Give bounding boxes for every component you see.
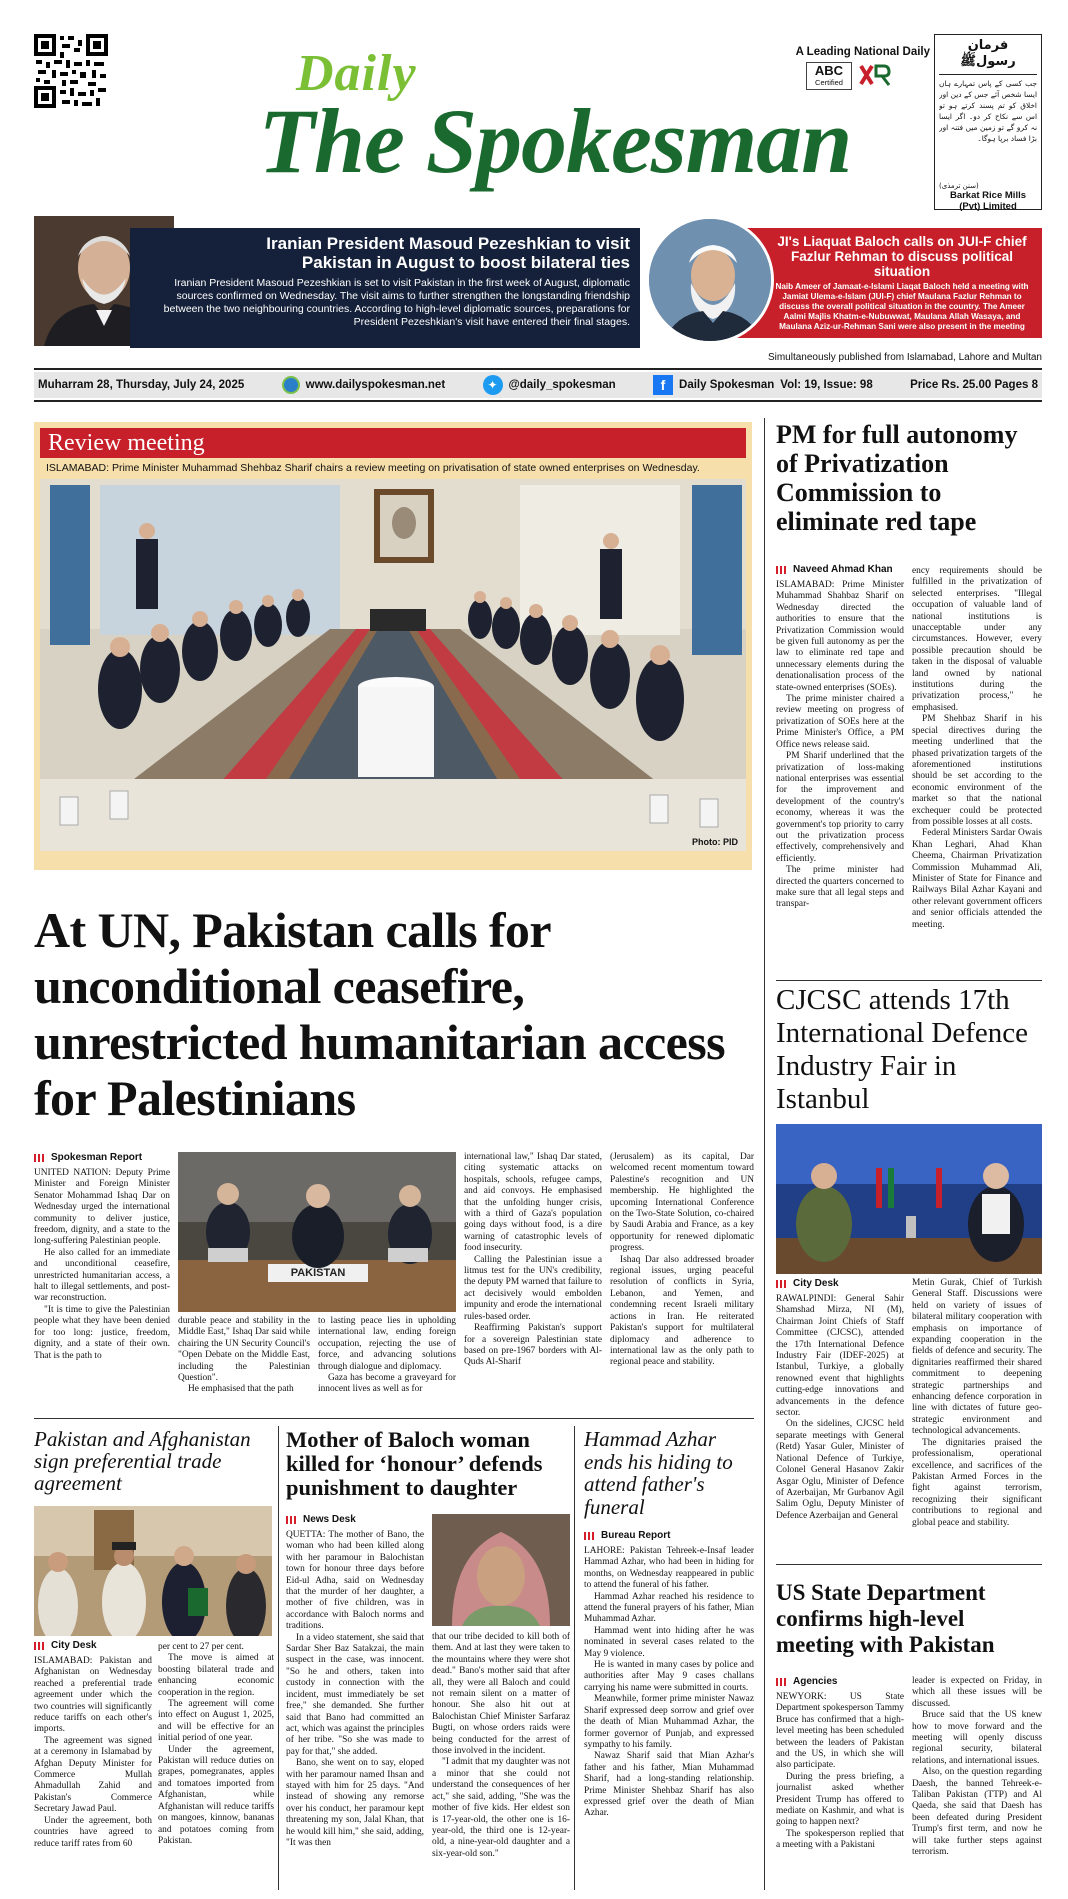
cjcsc-photo (776, 1124, 1042, 1274)
afghan-para: per cent to 27 per cent. (158, 1642, 244, 1652)
hammad-para: He is wanted in many cases by police and authorities after May 9 cases challans carrying his name were submitted in courts. (584, 1660, 754, 1693)
review-label: Review meeting (48, 430, 205, 456)
un-photo (178, 1152, 456, 1312)
hammad-col-1 (584, 1546, 754, 1890)
un-para: international law," Ishaq Dar stated, citing systematic attacks on hospitals, schools, refugee camps, and aid convoys. He emphasised that the unfolding hunger crisis, with a third of Gaza's population going days without food, is a dire warning of catastrophic levels of food insecurity. (464, 1152, 602, 1254)
abc-text: ABC (814, 63, 844, 78)
baloch-para: Bano, she went on to say, eloped with her paramour named Ihsan and stayed with him for 25 days. "And instead of showing any remorse over his conduct, her paramour kept threatening my son, Jalal Khan, that he would kill him," she said, adding, "It was then (286, 1758, 424, 1848)
abc-badge (806, 62, 852, 90)
dateline-bottom-rule (34, 400, 1042, 402)
dateline-bar (34, 372, 1042, 398)
twitter-icon: ✦ (483, 375, 503, 395)
afghan-col-2 (158, 1642, 274, 1890)
dateline-twitter-wrap[interactable] (483, 375, 616, 395)
farman-title: فرمانِ رسولﷺ (939, 38, 1037, 75)
un-para: Ishaq Dar also addressed broader regional issues, urging peaceful resolution of conflicts in Syria, Lebanon, and Yemen, and condemning recent Israeli military actions in Iran. He reiterated Pakistan's support for multilateral diplomacy and adherence to international law as the only path to regional peace and stability. (610, 1254, 754, 1368)
cjcsc-byline (776, 1278, 839, 1289)
review-panel (34, 422, 752, 870)
afghan-byline (34, 1640, 97, 1651)
privatization-para: Federal Ministers Sardar Owais Khan Leghari, Ahad Khan Cheema, Chairman Privatization Commission Muhammad Ali, Minister of State for Finance and Railways Bilal Azhar Kayani and other relevant government officers and senior officials attended the meeting. (912, 828, 1042, 930)
privatization-rule (776, 980, 1042, 981)
farman-ref: (سنن ترمذی) (939, 182, 979, 190)
afghan-para: The agreement was signed at a ceremony in Islamabad by Afghan Deputy Minister for Commerce Mullah Ahmadullah Zahid and Pakistan's Commerce Secretary Jawad Paul. (34, 1735, 152, 1815)
hammad-para: Meanwhile, former prime minister Nawaz Sharif expressed deep sorrow and grief over the death of Mian Muhammad Azhar, the former governor of Punjab, and expressed sympathy to his family. (584, 1694, 754, 1750)
afghan-photo (34, 1506, 272, 1636)
top-right-body: Naib Ameer of Jamaat-e-Islami Liaqat Baloch held a meeting with Jamiat Ulema-e-Islam (JUI-F) chief Maulana Fazlur Rehman to discuss the overall political situation in the country. The Ameer Aalmi Majlis Khatm-e-Nubuwwat, Maulana Allah Wasaya, and Maulana Aziz-ur-Rehman Sani were also present in the meeting (775, 282, 1029, 331)
dateline-top-rule (34, 368, 1042, 370)
dateline-date: Muharram 28, Thursday, July 24, 2025 (38, 379, 245, 391)
usstate-para: Also, on the question regarding Daesh, the banned Tehreek-e-Taliban Pakistan (TTP) and Al Qaeda, she said that Daesh has been defeated during President Trump's first term, and now he will take further steps against terrorism. (912, 1767, 1042, 1858)
afghan-para: The move is aimed at boosting bilateral trade and enhancing economic cooperation in the region. (158, 1653, 274, 1698)
hammad-byline (584, 1530, 670, 1541)
un-col-5 (610, 1152, 754, 1402)
un-para: He also called for an immediate and unconditional ceasefire, unrestricted humanitarian access, a halt to illegal settlements, and post-war reconstruction. (34, 1247, 170, 1304)
hammad-headline: Hammad Azhar ends his hiding to attend father's funeral (584, 1427, 733, 1519)
cjcsc-para: RAWALPINDI: General Sahir Shamshad Mirza, NI (M), Chairman Joint Chiefs of Staff Committee (CJCSC), attended the 17th International Defence Industry Fair (IDEF-2025) at Istanbul, Turkiye, a globally renowned event that highlights cutting-edge innovations and advancements in the defence sector. (776, 1294, 904, 1419)
masthead-title: The Spokesman (258, 90, 852, 192)
privatization-para: The prime minister chaired a review meeting on progress of privatization of SOEs here at the Prime Minister's Office, a PM Office news release said. (776, 694, 904, 750)
usstate-para: The spokesperson replied that a meeting with a Pakistani (776, 1828, 904, 1851)
farman-box (934, 34, 1042, 210)
baloch-col-2 (432, 1632, 570, 1890)
hammad-para: Nawaz Sharif said that Mian Azhar's father and his father, Mian Muhammad Sharif, had a long-standing relationship. Prime Minister Shehbaz Sharif has also expressed grief over the death of Mian Azhar. (584, 1751, 754, 1819)
un-byline (34, 1152, 142, 1163)
un-para: (Jerusalem) as its capital, Dar welcomed recent momentum toward Palestine's recognition and UN membership. He highlighted the upcoming International Conference on the Two-State Solution, co-chaired by Saudi Arabia and France, as a key opportunity for renewed diplomatic progress. (610, 1152, 754, 1254)
facebook-icon: f (653, 375, 673, 395)
dateline-volume: Vol: 19, Issue: 98 (780, 379, 873, 391)
afghan-para: Under the agreement, both countries have agreed to reduce tariff rates from 60 (34, 1815, 152, 1849)
un-col-1 (34, 1168, 170, 1402)
cjcsc-para: The dignitaries praised the professionalism, operational excellence, and sacrifices of the Pakistan Armed Forces in the fight against terrorism, recognizing their significant contributions to regional and global peace and stability. (912, 1437, 1042, 1528)
usstate-para: NEWYORK: US State Department spokesperson Tammy Bruce has confirmed that a high-level meeting has been scheduled between the leaders of Pakistan and the US, in which she will also participate. (776, 1692, 904, 1771)
un-para: Calling the Palestinian issue a litmus test for the UN's credibility, the deputy PM warned that failure to act decisively would embolden impunity and erode the international rules-based order. (464, 1254, 602, 1322)
un-para: Gaza has become a graveyard for innocent lives as well as for (318, 1373, 456, 1395)
cjcsc-rule (776, 1564, 1042, 1565)
privatization-para: ISLAMABAD: Prime Minister Muhammad Shahbaz Sharif on Wednesday directed the authorities to ensure that the Privatization Commission would be given full autonomy as per the law to eliminate red tape and unnecessary elements during the denationalisation process of the state-owned enterprises (SOEs). (776, 580, 904, 693)
bottom-row-rule (34, 1418, 754, 1419)
top-left-body: Iranian President Masoud Pezeshkian is set to visit Pakistan in the first week of August, diplomatic sources confirmed on Wednesday. The visit aims to further strengthen the longstanding friendship between the two neighbouring countries. According to high-level diplomatic sources, preparations for President Pezeshkian's visit have entered their final stages. (163, 277, 630, 328)
review-caption: ISLAMABAD: Prime Minister Muhammad Shehbaz Sharif chairs a review meeting on privatisation of state owned enterprises on Wednesday. (46, 462, 700, 474)
usstate-col-1 (776, 1692, 904, 1890)
un-para: He emphasised that the path (188, 1384, 294, 1395)
top-right-headline: JI's Liaquat Baloch calls on JUI-F chief Fazlur Rehman to discuss political situation (777, 234, 1027, 279)
privatization-headline: PM for full autonomy of Privatization Commission to eliminate red tape (776, 420, 1018, 536)
review-photo-credit: Photo: PID (692, 837, 738, 847)
privatization-col-2 (912, 566, 1042, 976)
baloch-byline-text: News Desk (303, 1514, 356, 1525)
baloch-para: "I admit that my daughter was not a minor that she could not understand the consequences of her act," she said, adding, "She was the mother of five kids. Her eldest son is 17-year-old, the other one is 16-year-old, the third one is 12-year-old, a nine-year-old daughter and a six-year-old son." (432, 1757, 570, 1859)
usstate-col-2 (912, 1676, 1042, 1890)
farman-text: جب کسی کے پاس تمہارے ہاں ایسا شخص آئے جس کے دین اور اخلاق کو تم پسند کرتے ہو تو اس سے نکاح کر دو۔ اگر ایسا نہ کرو گے تو زمین میں فتنہ اور بڑا فساد برپا ہوگا۔ (939, 79, 1037, 143)
masthead-tagline: A Leading National Daily (795, 46, 930, 58)
un-col-2 (178, 1316, 310, 1402)
sponsor-suffix: (Pvt) Limited (959, 201, 1017, 212)
dateline-twitter[interactable]: @daily_spokesman (508, 379, 616, 391)
cjcsc-col-1 (776, 1294, 904, 1554)
afghan-headline: Pakistan and Afghanistan sign preferential trade agreement (34, 1427, 251, 1495)
sponsor-name: Barkat Rice Mills (949, 190, 1027, 201)
cjcsc-byline-text: City Desk (793, 1278, 839, 1289)
abc-certified: Certified (815, 78, 843, 87)
privatization-byline-text: Naveed Ahmad Khan (793, 564, 893, 575)
review-label-bar (40, 428, 746, 458)
review-photo (40, 479, 746, 851)
afghan-para: ISLAMABAD: Pakistan and Afghanistan on Wednesday reached a preferential trade agreement under which the two countries will significantly reduce tariffs on each other's imports. (34, 1656, 152, 1735)
hammad-byline-text: Bureau Report (601, 1530, 671, 1541)
afghan-byline-text: City Desk (51, 1640, 97, 1651)
baloch-byline (286, 1514, 356, 1525)
afghan-col-1 (34, 1656, 152, 1890)
cjcsc-para: On the sidelines, CJCSC held separate meetings with General (Retd) Yasar Guler, Minister of National Defence of Turkiye, Colonel General Hasanov Zakir Asgar Oglu, Minister of Defence of Azerbaijan, Mr Gurbanov Agil Salim Oglu, Deputy Minister of Defence Azerbaijan and General (776, 1419, 904, 1521)
baloch-col-1 (286, 1530, 424, 1890)
un-col-4 (464, 1152, 602, 1402)
cjcsc-col-2 (912, 1278, 1042, 1554)
hammad-para: Hammad went into hiding after he was nominated in several cases related to the May 9 violence. (584, 1625, 754, 1659)
afghan-para: The agreement will come into effect on August 1, 2025, and will be effective for an initial period of one year. (158, 1699, 274, 1744)
privatization-col-1 (776, 580, 904, 976)
usstate-byline-text: Agencies (793, 1676, 838, 1687)
baloch-para: In a video statement, she said that Sardar Sher Baz Satakzai, the main suspect in the case, was innocent. "So he and others, taken into custody in connection with the incident, must immediately be set free," she demanded. She further said that Bano had committed an act, which was against the principles of her tribe. "So she was made to pay for that," she added. (286, 1632, 424, 1757)
qr-code (34, 34, 108, 108)
un-photo-sign: PAKISTAN (290, 1267, 346, 1279)
cjcsc-para: Metin Gurak, Chief of Turkish General Staff. Discussions were held on variety of issues of bilateral military cooperation with emphasis on importance of expanding cooperation in the fields of defence and security. The dignitaries reaffirmed their shared commitment to deepening strategic partnerships and enhancing defence corporation in line with dictates of future geo-strategic environment and technological advancements. (912, 1278, 1042, 1437)
usstate-headline: US State Department confirms high-level meeting with Pakistan (776, 1580, 995, 1657)
un-para: Reaffirming Pakistan's support for a sovereign Palestinian state based on pre-1967 borders with Al-Quds Al-Sharif (464, 1323, 602, 1368)
baloch-para: that our tribe decided to kill both of them. And at last they were taken to the mountains where they were shot dead." Bano's mother said that after all, they were all Baloch and could not remain silent on a matter of honour. She also hit out at Balochistan Chief Minister Sarfaraz Bugti, on whose orders raids were being conducted for the arrest of those involved in the incident. (432, 1632, 570, 1757)
baloch-para: QUETTA: The mother of Bano, the woman who had been killed along with her paramour in Balochistan town for honour three days before Eid-ul Adha, said on Wednesday that the murder of her daughter, a mother of five children, was in accordance with Baloch norms and traditions. (286, 1530, 424, 1632)
masthead-daily: Daily (296, 45, 417, 102)
dateline-price: Price Rs. 25.00 Pages 8 (910, 379, 1038, 391)
usstate-para: Bruce said that the US knew how to move forward and the meeting will openly discuss regional security, bilateral relations, and international issues. (912, 1710, 1042, 1766)
bottom-rule-1 (278, 1426, 279, 1890)
dateline-facebook-wrap[interactable] (653, 375, 873, 395)
un-para: UNITED NATION: Deputy Prime Minister and Foreign Minister Senator Mohammad Ishaq Dar on Wednesday urged the international community to deliver justice, freedom, dignity, and a state to the long-suffering Palestinian people. (34, 1168, 170, 1247)
privatization-para: PM Shehbaz Sharif in his special directives during the meeting underlined that the phased privatization targets of the aforementioned institutions should be set according to the economic environment of the market so that the national exchequer could be protected from possible losses at all costs. (912, 714, 1042, 827)
top-left-story-box (130, 228, 640, 348)
privatization-para: PM Sharif underlined that the privatization of loss-making national enterprises was essential for the improvement and development of the country's economy, whereas it was the government's top priority to carry out the privatization process effectively, comprehensively and efficiently. (776, 751, 904, 864)
dateline-website[interactable]: www.dailyspokesman.net (305, 379, 446, 391)
afghan-para: Under the agreement, Pakistan will reduce duties on grapes, pomegranates, apples and tomatoes imported from Afghanistan, while Afghanistan will reduce tariffs on mangoes, kinnow, bananas and potatoes coming from Pakistan. (158, 1744, 274, 1846)
bottom-rule-2 (574, 1426, 575, 1890)
un-col-3 (318, 1316, 456, 1402)
hammad-para: LAHORE: Pakistan Tehreek-e-Insaf leader Hammad Azhar, who had been in hiding for months, on Wednesday reappeared in public to attend the funeral of his father. (584, 1546, 754, 1591)
privatization-para: The prime minister had directed the quarters concerned to make sure that all legal steps and transpar- (776, 865, 904, 910)
globe-icon (282, 376, 300, 394)
usstate-para: leader is expected on Friday, in which all these issues will be discussed. (912, 1676, 1042, 1709)
cjcsc-headline: CJCSC attends 17th International Defence Industry Fair in Istanbul (776, 984, 1028, 1115)
un-para: "It is time to give the Palestinian people what they have been denied for too long: justice, freedom, dignity, and a state of their own. That is the path to (34, 1304, 170, 1361)
hammad-para: Hammad Azhar reached his residence to attend the funeral prayers of his father, Mian Muhammad Azhar. (584, 1591, 754, 1625)
un-para: to lasting peace lies in upholding international law, ending foreign occupation, rejecting the use of force, and advancing solutions through dialogue and diplomacy. (318, 1316, 456, 1372)
privatization-byline (776, 564, 893, 575)
baloch-photo (432, 1514, 570, 1626)
liaquat-baloch-photo (646, 216, 774, 344)
top-left-headline: Iranian President Masoud Pezeshkian to visit Pakistan in August to boost bilateral ties (266, 234, 630, 272)
un-byline-text: Spokesman Report (51, 1152, 143, 1163)
privatization-para: ency requirements should be fulfilled in the privatization of selected enterprises. "Illegal occupation of valuable land of national institutions is unacceptable under any circumstances. However, every possible precaution should be taken in the disposal of valuable land owned by national institutions during the privatization process," he emphasised. (912, 566, 1042, 713)
un-para: durable peace and stability in the Middle East," Ishaq Dar said while chairing the UN Security Council's "Open Debate on the Middle East, including the Palestinian Question". (178, 1316, 310, 1384)
usstate-para: During the press briefing, a journalist asked whether President Trump has offered to mediate on Kashmir, and what is going to happen next? (776, 1771, 904, 1828)
baloch-headline: Mother of Baloch woman killed for ‘honour’ defends punishment to daughter (286, 1427, 543, 1500)
published-line: Simultaneously published from Islamabad, Lahore and Multan (767, 352, 1042, 363)
usstate-byline (776, 1676, 837, 1687)
un-headline: At UN, Pakistan calls for unconditional ceasefire, unrestricted humanitarian access for Palestinians (34, 902, 725, 1126)
dateline-website-wrap[interactable] (282, 376, 446, 394)
logo-icon (858, 62, 892, 88)
dateline-facebook[interactable]: Daily Spokesman (679, 379, 775, 391)
right-column-rule (764, 418, 765, 1890)
